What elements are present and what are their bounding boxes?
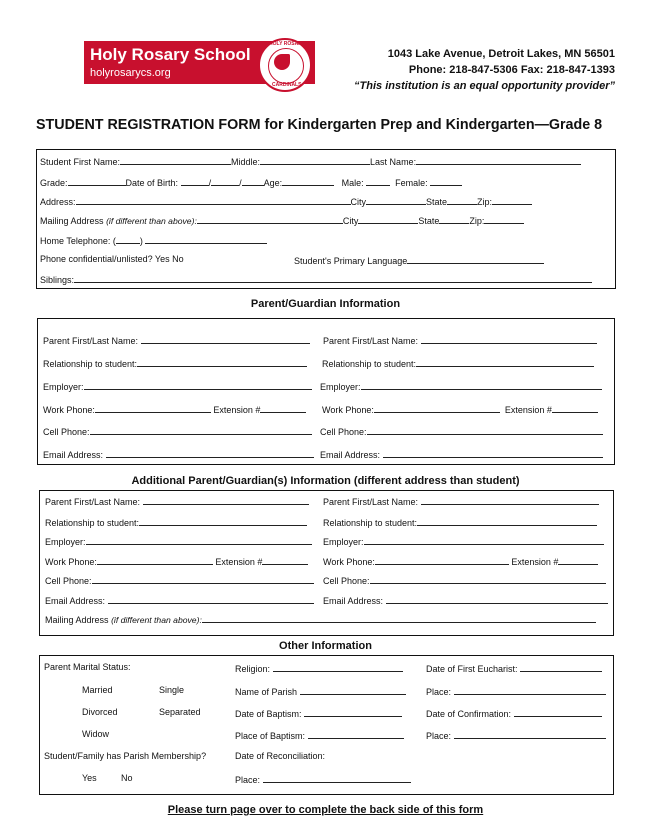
mailing-state-label: State bbox=[418, 216, 440, 226]
parent1-row-email bbox=[43, 448, 314, 460]
state-field[interactable] bbox=[447, 195, 477, 205]
parent1-employer-field[interactable] bbox=[84, 380, 312, 390]
add1-relationship-label: Relationship to student: bbox=[45, 518, 140, 528]
add2-work-phone-label: Work Phone: bbox=[323, 557, 375, 567]
parent2-row-relationship bbox=[322, 357, 594, 369]
add1-row-work-phone bbox=[45, 555, 308, 567]
confirmation-date-row bbox=[426, 707, 602, 719]
add-mailing-note: (if different than above): bbox=[111, 615, 202, 625]
eucharist-place-field[interactable] bbox=[454, 685, 606, 695]
student-row-language bbox=[294, 254, 544, 266]
student-row-telephone bbox=[40, 234, 267, 246]
parent1-work-phone-field[interactable] bbox=[95, 403, 211, 413]
school-website: holyrosarycs.org bbox=[90, 67, 171, 79]
parent2-row-work-phone bbox=[322, 403, 598, 415]
student-first-name-label: Student First Name: bbox=[40, 157, 121, 167]
parent-section-title: Parent/Guardian Information bbox=[250, 298, 401, 310]
parent2-name-label: Parent First/Last Name: bbox=[323, 336, 419, 346]
other-section-title: Other Information bbox=[279, 640, 372, 652]
parent2-employer-field[interactable] bbox=[361, 380, 602, 390]
add1-employer-field[interactable] bbox=[86, 535, 312, 545]
add1-row-name bbox=[45, 495, 309, 507]
add-mailing-field[interactable] bbox=[202, 613, 596, 623]
grade-field[interactable] bbox=[68, 176, 126, 186]
parent1-row-employer bbox=[43, 380, 312, 392]
parent1-extension-label: Extension # bbox=[213, 405, 261, 415]
siblings-label: Siblings: bbox=[40, 275, 75, 285]
parent1-row-work-phone bbox=[43, 403, 306, 415]
school-phone-fax: Phone: 218-847-5306 Fax: 218-847-1393 bbox=[408, 64, 615, 76]
parent1-relationship-field[interactable] bbox=[137, 357, 307, 367]
parish-membership-label: Student/Family has Parish Membership? bbox=[44, 751, 207, 761]
eucharist-date-label: Date of First Eucharist: bbox=[426, 664, 518, 674]
add1-row-cell bbox=[45, 574, 314, 586]
parent2-row-email bbox=[320, 448, 603, 460]
phone-confidential: Phone confidential/unlisted? Yes No bbox=[40, 254, 184, 264]
primary-language-label: Student's Primary Language bbox=[294, 256, 408, 266]
school-name: Holy Rosary School bbox=[90, 45, 251, 64]
student-row-grade bbox=[40, 176, 462, 188]
add1-work-phone-label: Work Phone: bbox=[45, 557, 97, 567]
add2-name-label: Parent First/Last Name: bbox=[323, 497, 419, 507]
parent2-cell-label: Cell Phone: bbox=[320, 427, 367, 437]
reconciliation-place-row bbox=[235, 773, 411, 785]
parent1-employer-label: Employer: bbox=[43, 382, 84, 392]
parent1-email-field[interactable] bbox=[106, 448, 314, 458]
student-row-siblings bbox=[40, 273, 592, 285]
add-row-mailing bbox=[45, 613, 596, 625]
confirmation-place-label: Place: bbox=[426, 731, 452, 741]
female-field[interactable] bbox=[430, 176, 462, 186]
parent1-relationship-label: Relationship to student: bbox=[43, 359, 138, 369]
male-field[interactable] bbox=[366, 176, 390, 186]
add1-extension-field[interactable] bbox=[262, 555, 308, 565]
home-telephone-field[interactable] bbox=[145, 234, 267, 244]
parent1-work-phone-label: Work Phone: bbox=[43, 405, 95, 415]
dob-label: Date of Birth: bbox=[125, 178, 179, 188]
student-row-address bbox=[40, 195, 532, 207]
add1-row-email bbox=[45, 594, 314, 606]
confirmation-date-label: Date of Confirmation: bbox=[426, 709, 512, 719]
dob-year-field[interactable] bbox=[242, 176, 264, 186]
parish-name-field[interactable] bbox=[300, 685, 406, 695]
age-label: Age: bbox=[263, 178, 283, 188]
religion-label: Religion: bbox=[235, 664, 271, 674]
religion-field[interactable] bbox=[273, 662, 403, 672]
parent2-employer-label: Employer: bbox=[320, 382, 361, 392]
add1-name-label: Parent First/Last Name: bbox=[45, 497, 141, 507]
parent2-work-phone-field[interactable] bbox=[374, 403, 500, 413]
student-first-name-field[interactable] bbox=[120, 155, 231, 165]
divorced-option[interactable]: Divorced bbox=[82, 707, 118, 717]
parent1-name-field[interactable] bbox=[141, 334, 310, 344]
siblings-field[interactable] bbox=[74, 273, 592, 283]
add2-row-email bbox=[323, 594, 608, 606]
parent2-name-field[interactable] bbox=[421, 334, 597, 344]
baptism-date-row bbox=[235, 707, 402, 719]
male-label: Male: bbox=[341, 178, 364, 188]
mailing-address-field[interactable] bbox=[197, 214, 343, 224]
add1-email-field[interactable] bbox=[108, 594, 314, 604]
form-title: STUDENT REGISTRATION FORM for Kindergarten Prep and Kindergarten—Grade 8 bbox=[36, 117, 603, 133]
parent1-extension-field[interactable] bbox=[260, 403, 306, 413]
add1-row-relationship bbox=[45, 516, 307, 528]
student-middle-field[interactable] bbox=[260, 155, 370, 165]
parent2-cell-field[interactable] bbox=[367, 425, 603, 435]
grade-label: Grade: bbox=[40, 178, 68, 188]
parish-yes-option[interactable]: Yes bbox=[82, 773, 97, 783]
add2-extension-label: Extension # bbox=[511, 557, 559, 567]
student-last-name-label: Last Name: bbox=[370, 157, 417, 167]
dob-slash: / bbox=[239, 178, 242, 188]
add2-email-label: Email Address: bbox=[323, 596, 384, 606]
eucharist-place-label: Place: bbox=[426, 687, 452, 697]
add2-row-relationship bbox=[323, 516, 597, 528]
mailing-city-field[interactable] bbox=[358, 214, 418, 224]
parish-name-row bbox=[235, 685, 406, 697]
add2-relationship-field[interactable] bbox=[417, 516, 597, 526]
reconciliation-date-label: Date of Reconciliation: bbox=[235, 751, 326, 761]
parent1-row-relationship bbox=[43, 357, 307, 369]
add2-work-phone-field[interactable] bbox=[375, 555, 509, 565]
home-telephone-label: Home Telephone: ( bbox=[40, 236, 116, 246]
cardinals-seal-icon bbox=[258, 38, 312, 92]
add1-cell-field[interactable] bbox=[92, 574, 314, 584]
confirmation-place-row bbox=[426, 729, 606, 741]
mailing-address-label: Mailing Address bbox=[40, 216, 104, 226]
state-label: State bbox=[426, 197, 448, 207]
footer-note: Please turn page over to complete the back side of this form bbox=[167, 804, 484, 816]
eucharist-date-row bbox=[426, 662, 602, 674]
add2-row-work-phone bbox=[323, 555, 598, 567]
parent1-email-label: Email Address: bbox=[43, 450, 104, 460]
add1-name-field[interactable] bbox=[143, 495, 309, 505]
single-option[interactable]: Single bbox=[159, 685, 185, 695]
parent1-row-name bbox=[43, 334, 310, 346]
student-middle-label: Middle: bbox=[231, 157, 261, 167]
mailing-city-label: City bbox=[342, 216, 359, 226]
add1-relationship-field[interactable] bbox=[139, 516, 307, 526]
city-label: City bbox=[350, 197, 367, 207]
parent1-cell-label: Cell Phone: bbox=[43, 427, 90, 437]
add1-employer-label: Employer: bbox=[45, 537, 86, 547]
add1-cell-label: Cell Phone: bbox=[45, 576, 92, 586]
add1-work-phone-field[interactable] bbox=[97, 555, 213, 565]
confirmation-date-field[interactable] bbox=[514, 707, 602, 717]
add2-cell-field[interactable] bbox=[370, 574, 606, 584]
add2-name-field[interactable] bbox=[421, 495, 599, 505]
mailing-note: (if different than above): bbox=[106, 216, 197, 226]
add1-row-employer bbox=[45, 535, 312, 547]
dob-day-field[interactable] bbox=[208, 176, 239, 188]
baptism-date-field[interactable] bbox=[304, 707, 402, 717]
baptism-date-label: Date of Baptism: bbox=[235, 709, 302, 719]
add2-row-name bbox=[323, 495, 599, 507]
parent1-cell-field[interactable] bbox=[90, 425, 312, 435]
marital-status-label: Parent Marital Status: bbox=[44, 662, 131, 672]
religion-row bbox=[235, 662, 403, 674]
seal-text-top: HOLY ROSARY bbox=[269, 41, 305, 47]
separated-option[interactable]: Separated bbox=[159, 707, 201, 717]
parent2-row-cell bbox=[320, 425, 603, 437]
seal-text-bottom: CARDINALS bbox=[272, 82, 302, 88]
add-mailing-label: Mailing Address bbox=[45, 615, 109, 625]
mailing-zip-field[interactable] bbox=[484, 214, 524, 224]
address-field[interactable] bbox=[76, 195, 351, 205]
primary-language-field[interactable] bbox=[407, 254, 544, 264]
parent2-row-name bbox=[323, 334, 597, 346]
add2-employer-field[interactable] bbox=[364, 535, 604, 545]
additional-section-title: Additional Parent/Guardian(s) Information (different address than student) bbox=[131, 475, 520, 487]
eucharist-date-field[interactable] bbox=[520, 662, 602, 672]
age-field[interactable] bbox=[282, 176, 334, 186]
address-label: Address: bbox=[40, 197, 76, 207]
add2-relationship-label: Relationship to student: bbox=[323, 518, 418, 528]
student-last-name-field[interactable] bbox=[416, 155, 581, 165]
add2-employer-label: Employer: bbox=[323, 537, 364, 547]
zip-label: Zip: bbox=[477, 197, 493, 207]
widow-option[interactable]: Widow bbox=[82, 729, 110, 739]
equal-opportunity-statement: “This institution is an equal opportunity provider” bbox=[354, 80, 615, 92]
parent2-email-label: Email Address: bbox=[320, 450, 381, 460]
student-row-mailing bbox=[40, 214, 524, 226]
parent1-name-label: Parent First/Last Name: bbox=[43, 336, 139, 346]
parent2-relationship-field[interactable] bbox=[416, 357, 594, 367]
parent2-email-field[interactable] bbox=[383, 448, 603, 458]
reconciliation-place-field[interactable] bbox=[263, 773, 411, 783]
area-code-field[interactable] bbox=[116, 234, 140, 244]
add2-row-employer bbox=[323, 535, 604, 547]
mailing-zip-label: Zip: bbox=[469, 216, 485, 226]
parent2-relationship-label: Relationship to student: bbox=[322, 359, 417, 369]
add2-extension-field[interactable] bbox=[558, 555, 598, 565]
paren-close: ) bbox=[139, 236, 143, 246]
parent2-work-phone-label: Work Phone: bbox=[322, 405, 374, 415]
parish-name-label: Name of Parish bbox=[235, 687, 298, 697]
add2-row-cell bbox=[323, 574, 606, 586]
zip-field[interactable] bbox=[492, 195, 532, 205]
reconciliation-place-label: Place: bbox=[235, 775, 261, 785]
add1-extension-label: Extension # bbox=[215, 557, 263, 567]
baptism-place-label: Place of Baptism: bbox=[235, 731, 306, 741]
female-label: Female: bbox=[395, 178, 428, 188]
dob-slash: / bbox=[208, 178, 212, 188]
mailing-state-field[interactable] bbox=[439, 214, 469, 224]
add1-email-label: Email Address: bbox=[45, 596, 106, 606]
parent1-row-cell bbox=[43, 425, 312, 437]
school-address: 1043 Lake Avenue, Detroit Lakes, MN 56501 bbox=[387, 48, 615, 60]
baptism-place-row bbox=[235, 729, 404, 741]
married-option[interactable]: Married bbox=[82, 685, 113, 695]
dob-month-field[interactable] bbox=[181, 176, 209, 186]
student-row-name bbox=[40, 155, 581, 167]
parent2-row-employer bbox=[320, 380, 602, 392]
baptism-place-field[interactable] bbox=[308, 729, 404, 739]
add2-email-field[interactable] bbox=[386, 594, 608, 604]
parent2-extension-label: Extension # bbox=[504, 405, 552, 415]
city-field[interactable] bbox=[366, 195, 426, 205]
add2-cell-label: Cell Phone: bbox=[323, 576, 370, 586]
eucharist-place-row bbox=[426, 685, 606, 697]
confirmation-place-field[interactable] bbox=[454, 729, 606, 739]
parent2-extension-field[interactable] bbox=[552, 403, 598, 413]
parish-no-option[interactable]: No bbox=[121, 773, 133, 783]
